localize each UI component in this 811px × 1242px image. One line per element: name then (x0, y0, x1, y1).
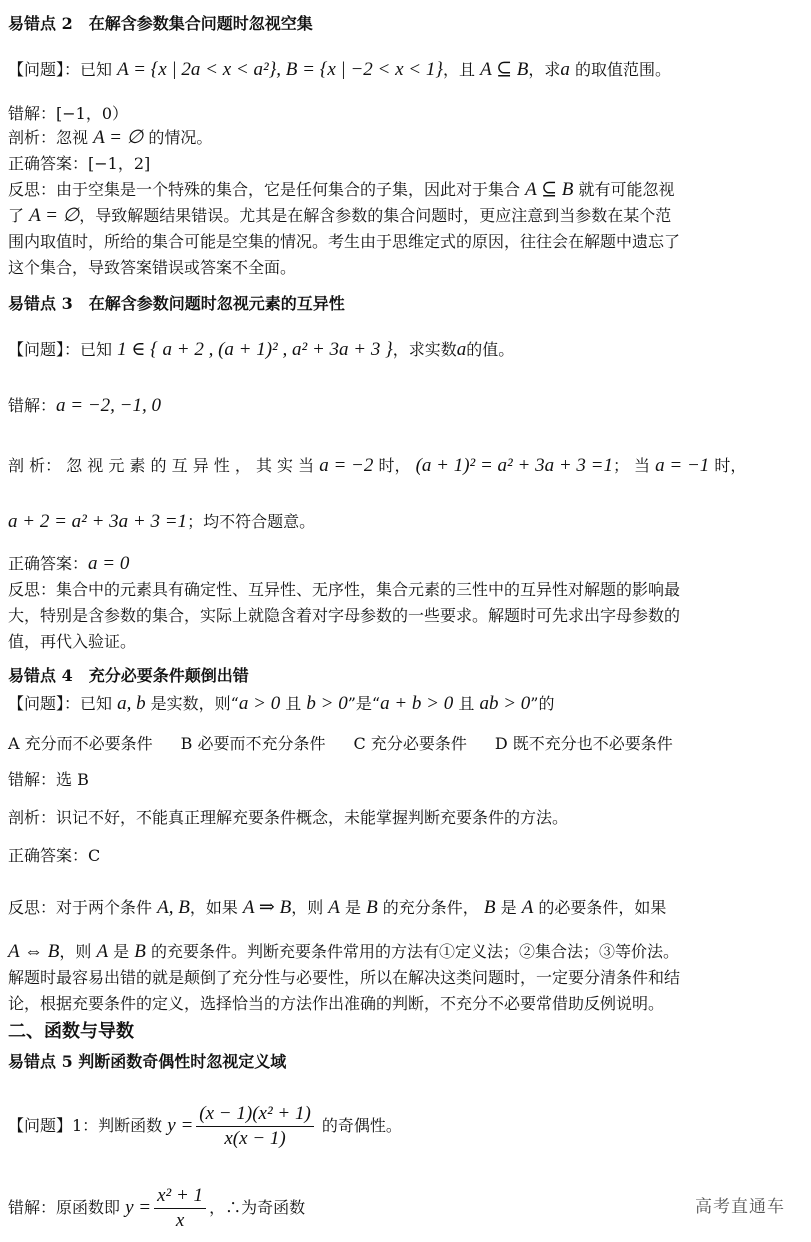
section-title-3: 易错点 3 在解含参数问题时忽视元素的互异性 (8, 294, 345, 313)
problem-3-analysis-1: 剖 析： 忽 视 元 素 的 互 异 性 ， 其 实 当 a = −2 时， (a + 1)² = a² + 3a + 3 =1； 当 a = −1 时， (8, 455, 747, 476)
problem-2-analysis: 剖析：忽视 A = ∅ 的情况。 (8, 127, 213, 148)
problem-3-answer: 正确答案：a = 0 (8, 553, 130, 574)
problem-4-analysis: 剖析：识记不好，不能真正理解充要条件概念，未能掌握判断充要条件的方法。 (8, 808, 569, 827)
fraction: $\frac{\text{(x − 1)(x² + 1)}}{x(x - 1)}$ (196, 1102, 314, 1151)
problem-3-reflect-2: 大，特别是含参数的集合，实际上就隐含着对字母参数的一些要求。解题时可先求出字母参数的 (8, 606, 681, 625)
watermark: 高考直通车 (695, 1197, 785, 1217)
problem-2-reflect-3: 围内取值时，所给的集合可能是空集的情况。考生由于思维定式的原因，往往会在解题中遗忘了 (8, 232, 681, 251)
problem-2-wrong: 错解：[−1，0） (8, 104, 129, 123)
problem-3-analysis-2: a + 2 = a² + 3a + 3 =1；均不符合题意。 (8, 511, 316, 532)
problem-4-reflect-2: A ⇔ B，则 A 是 B 的充要条件。判断充要条件常用的方法有①定义法；②集合法；③等价法。 (8, 941, 679, 962)
problem-5-question: 【问题】1：判断函数 y = $\frac{\text{(x − 1)(x² + 1)}}{x(x - 1)}$ 的奇偶性。 (8, 1103, 402, 1149)
section-title-4: 易错点 4 充分必要条件颠倒出错 (8, 666, 249, 685)
problem-2-reflect-1: 反思：由于空集是一个特殊的集合，它是任何集合的子集，因此对于集合 A ⊆ B 就有可能忽视 (8, 179, 675, 200)
problem-2-reflect-2: 了 A = ∅，导致解题结果错误。尤其是在解含参数的集合问题时，更应注意到当参数在某个范 (8, 205, 672, 226)
problem-2-question: 【问题】：已知 A = {x | 2a < x < a²}, B = {x | −2 < x < 1}，且 A ⊆ B，求a 的取值范围。 (8, 59, 671, 80)
option-a: A 充分而不必要条件 (8, 734, 153, 753)
problem-2-answer: 正确答案：[−1，2] (8, 154, 151, 173)
chapter-heading: 二、函数与导数 (8, 1021, 134, 1042)
problem-4-reflect-4: 论，根据充要条件的定义，选择恰当的方法作出准确的判断，不充分不必要常借助反例说明。 (8, 994, 665, 1013)
problem-3-reflect-1: 反思：集合中的元素具有确定性、互异性、无序性，集合元素的三性中的互异性对解题的影响最 (8, 580, 681, 599)
option-c: C 充分必要条件 (353, 734, 467, 753)
problem-4-reflect-1: 反思：对于两个条件 A, B，如果 A ⇒ B，则 A 是 B 的充分条件， B 是 A 的必要条件，如果 (8, 897, 667, 918)
problem-4-answer: 正确答案：C (8, 846, 101, 865)
section-title-2: 易错点 2 在解含参数集合问题时忽视空集 (8, 14, 313, 33)
problem-4-options (8, 734, 801, 754)
problem-4-wrong: 错解：选 B (8, 770, 89, 789)
problem-3-reflect-3: 值，再代入验证。 (8, 632, 137, 651)
option-b: B 必要而不充分条件 (180, 734, 326, 753)
fraction: $\frac{\text{x² + 1}}{x}$ (154, 1184, 206, 1233)
problem-3-question: 【问题】：已知 1 ∈ { a + 2 , (a + 1)² , a² + 3a + 3 }，求实数a的值。 (8, 339, 515, 360)
problem-4-reflect-3: 解题时最容易出错的就是颠倒了充分性与必要性，所以在解决这类问题时，一定要分清条件和结 (8, 968, 681, 987)
problem-4-question: 【问题】：已知 a, b 是实数，则“a > 0 且 b > 0”是“a + b > 0 且 ab > 0”的 (8, 693, 555, 714)
problem-5-wrong: 错解：原函数即 y = $\frac{\text{x² + 1}}{x}$ ，∴为奇函数 (8, 1185, 306, 1231)
option-d: D 既不充分也不必要条件 (494, 734, 673, 753)
problem-2-reflect-4: 这个集合，导致答案错误或答案不全面。 (8, 258, 297, 277)
section-title-5: 易错点 5 判断函数奇偶性时忽视定义域 (8, 1052, 287, 1071)
problem-3-wrong: 错解：a = −2, −1, 0 (8, 395, 161, 416)
